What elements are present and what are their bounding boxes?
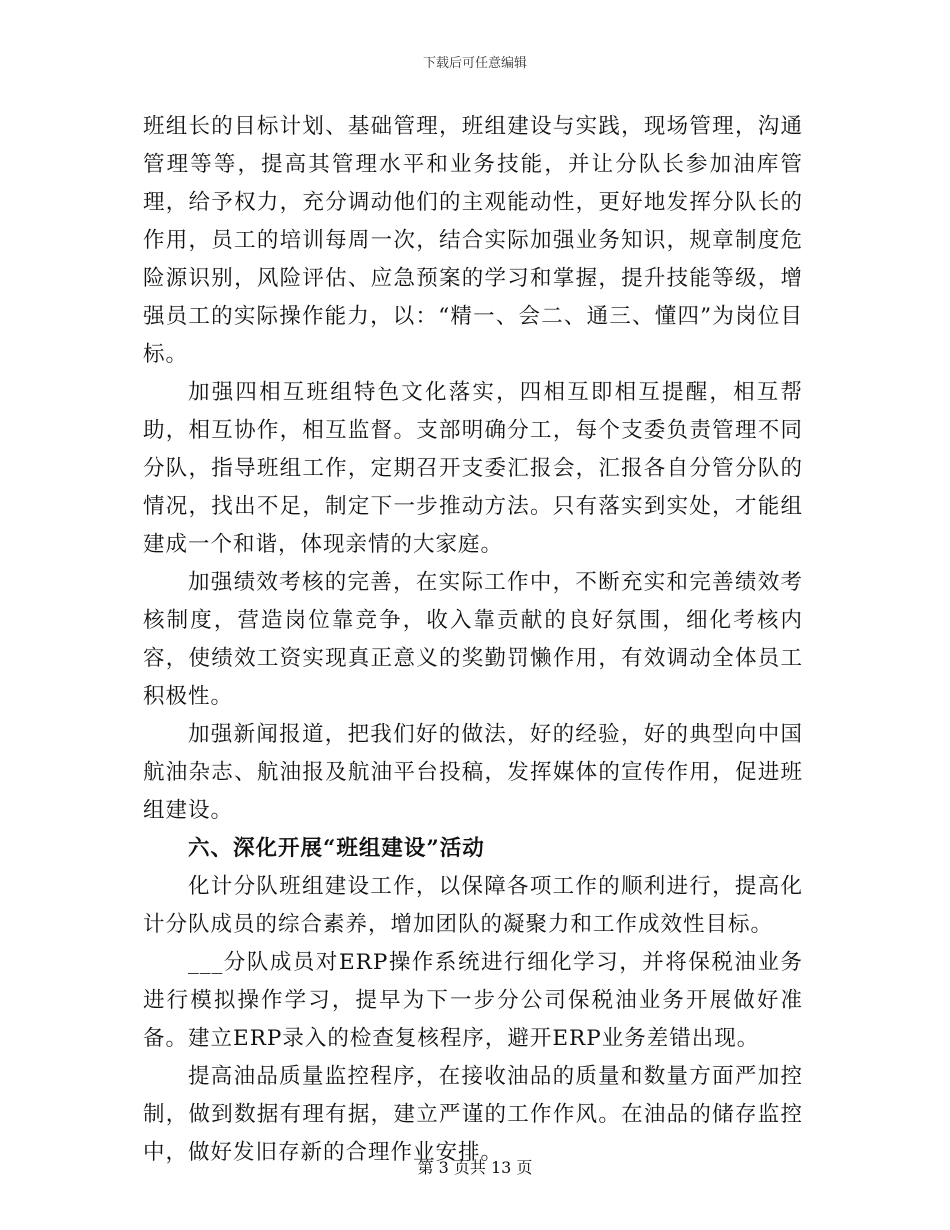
section-paragraph-2: ___分队成员对ERP操作系统进行细化学习，并将保税油业务进行模拟操作学习，提早为下一步分公司保税油业务开展做好准备。建立ERP录入的检查复核程序，避开ERP业务差错出现。 — [143, 950, 803, 1051]
section-paragraph-1: 化计分队班组建设工作，以保障各项工作的顺利进行，提高化计分队成员的综合素养，增加团队的凝聚力和工作成效性目标。 — [143, 874, 803, 937]
page-header: 下载后可任意编辑 — [422, 56, 527, 71]
paragraph-1: 班组长的目标计划、基础管理，班组建设与实践，现场管理，沟通管理等等，提高其管理水平和业务技能，并让分队长参加油库管理，给予权力，充分调动他们的主观能动性，更好地发挥分队长的作用，员工的培训每周一次，结合实际加强业务知识，规章制度危险源识别，风险评估、应急预案的学习和掌握，提升技能等级，增强员工的实际操作能力，以：“精一、会二、通三、懂四”为岗位目标。 — [143, 114, 803, 367]
section-heading: 六、深化开展“班组建设”活动 — [188, 836, 485, 861]
paragraph-4: 加强新闻报道，把我们好的做法，好的经验，好的典型向中国航油杂志、航油报及航油平台投稿，发挥媒体的宣传作用，促进班组建设。 — [143, 722, 803, 823]
page-footer: 第 3 页共 13 页 — [417, 1158, 533, 1177]
section-paragraph-3: 提高油品质量监控程序，在接收油品的质量和数量方面严加控制，做到数据有理有据，建立严谨的工作作风。在油品的储存监控中，做好发旧存新的合理作业安排。 — [143, 1064, 803, 1165]
paragraph-2: 加强四相互班组特色文化落实，四相互即相互提醒，相互帮助，相互协作，相互监督。支部明确分工，每个支委负责管理不同分队，指导班组工作，定期召开支委汇报会，汇报各自分管分队的情况，找出不足，制定下一步推动方法。只有落实到实处，才能组建成一个和谐，体现亲情的大家庭。 — [143, 380, 803, 557]
document-body — [143, 108, 803, 1172]
paragraph-3: 加强绩效考核的完善，在实际工作中，不断充实和完善绩效考核制度，营造岗位靠竞争，收入靠贡献的良好氛围，细化考核内容，使绩效工资实现真正意义的奖勤罚懒作用，有效调动全体员工积极性。 — [143, 570, 803, 709]
